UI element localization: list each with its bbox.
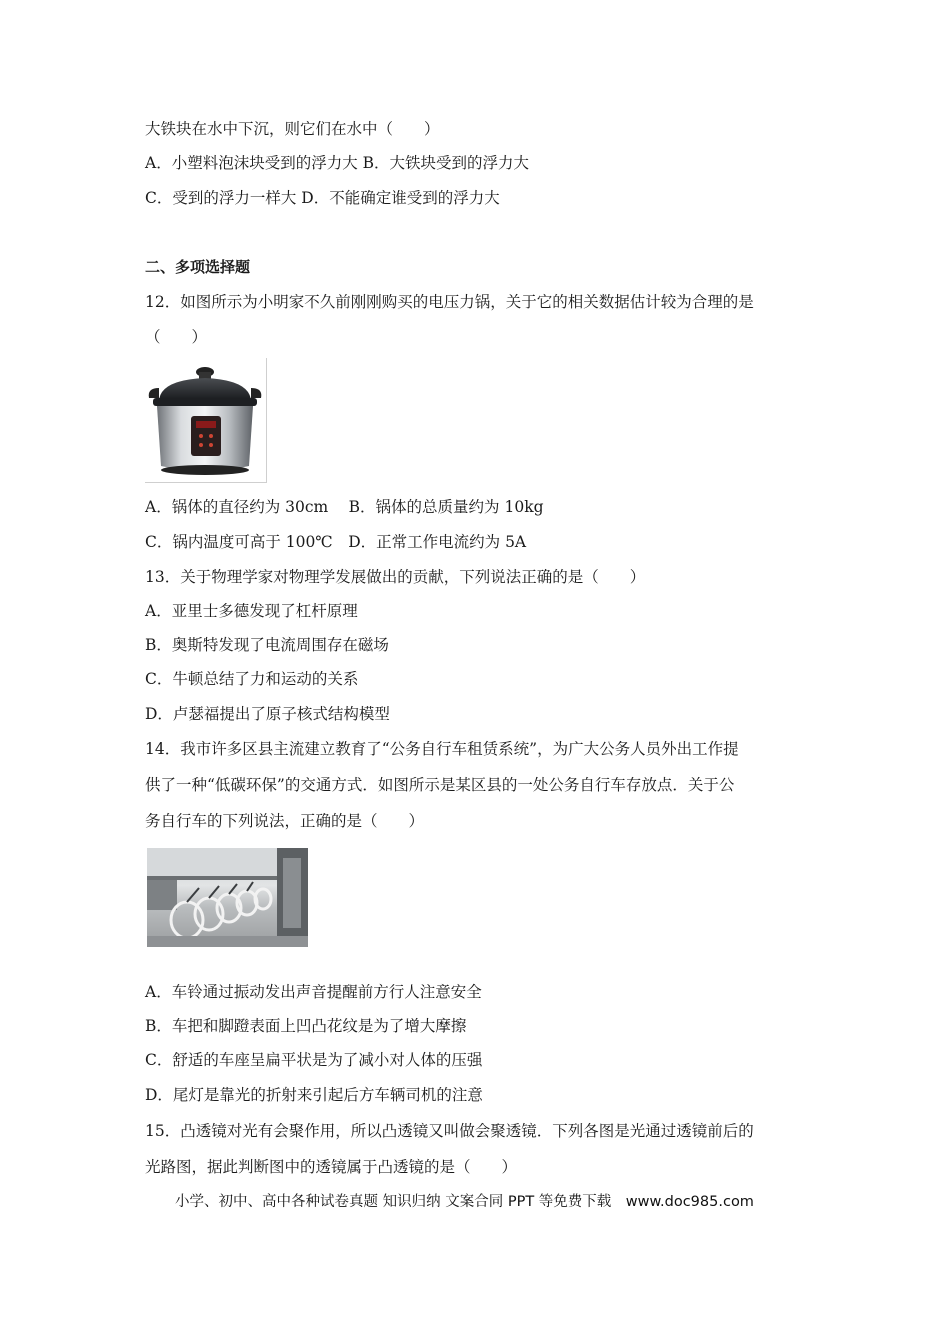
line-3: C．受到的浮力一样大 D．不能确定谁受到的浮力大: [145, 189, 500, 207]
footer-text: 小学、初中、高中各种试卷真题 知识归纳 文案合同 PPT 等免费下载 www.doc985.com: [175, 1194, 754, 1210]
q12-stem-line-1: 12．如图所示为小明家不久前刚刚购买的电压力锅，关于它的相关数据估计较为合理的是: [145, 293, 754, 311]
q15-stem-line-1: 15．凸透镜对光有会聚作用，所以凸透镜又叫做会聚透镜．下列各图是光通过透镜前后的: [145, 1122, 754, 1140]
q14-stem-line-3: 务自行车的下列说法，正确的是（ ）: [145, 812, 425, 830]
q12-options-ab: A．锅体的直径约为 30cm B．锅体的总质量约为 10kg: [145, 498, 544, 516]
q13-option-a: A．亚里士多德发现了杠杆原理: [145, 602, 358, 620]
q14-option-b: B．车把和脚蹬表面上凹凸花纹是为了增大摩擦: [145, 1017, 467, 1035]
q13-stem: 13．关于物理学家对物理学发展做出的贡献，下列说法正确的是（ ）: [145, 568, 646, 586]
q14-option-c: C．舒适的车座呈扁平状是为了减小对人体的压强: [145, 1051, 483, 1069]
section-2-title: 二、多项选择题: [145, 258, 251, 276]
line-2: A．小塑料泡沫块受到的浮力大 B．大铁块受到的浮力大: [145, 154, 530, 172]
q13-option-c: C．牛顿总结了力和运动的关系: [145, 670, 359, 688]
bicycle-station-image: [147, 848, 308, 947]
q14-option-a: A．车铃通过振动发出声音提醒前方行人注意安全: [145, 983, 482, 1001]
q14-stem-line-2: 供了一种“低碳环保”的交通方式．如图所示是某区县的一处公务自行车存放点．关于公: [145, 776, 735, 794]
line-1: 大铁块在水中下沉，则它们在水中（ ）: [145, 120, 440, 138]
q14-option-d: D．尾灯是靠光的折射来引起后方车辆司机的注意: [145, 1086, 483, 1104]
pressure-cooker-image: [145, 358, 267, 483]
q12-options-cd: C．锅内温度可高于 100℃ D．正常工作电流约为 5A: [145, 533, 527, 551]
q14-stem-line-1: 14．我市许多区县主流建立教育了“公务自行车租赁系统”，为广大公务人员外出工作提: [145, 740, 739, 758]
q12-stem-line-2: （ ）: [145, 328, 208, 346]
q13-option-b: B．奥斯特发现了电流周围存在磁场: [145, 636, 389, 654]
q15-stem-line-2: 光路图，据此判断图中的透镜属于凸透镜的是（ ）: [145, 1158, 518, 1176]
q13-option-d: D．卢瑟福提出了原子核式结构模型: [145, 705, 390, 723]
